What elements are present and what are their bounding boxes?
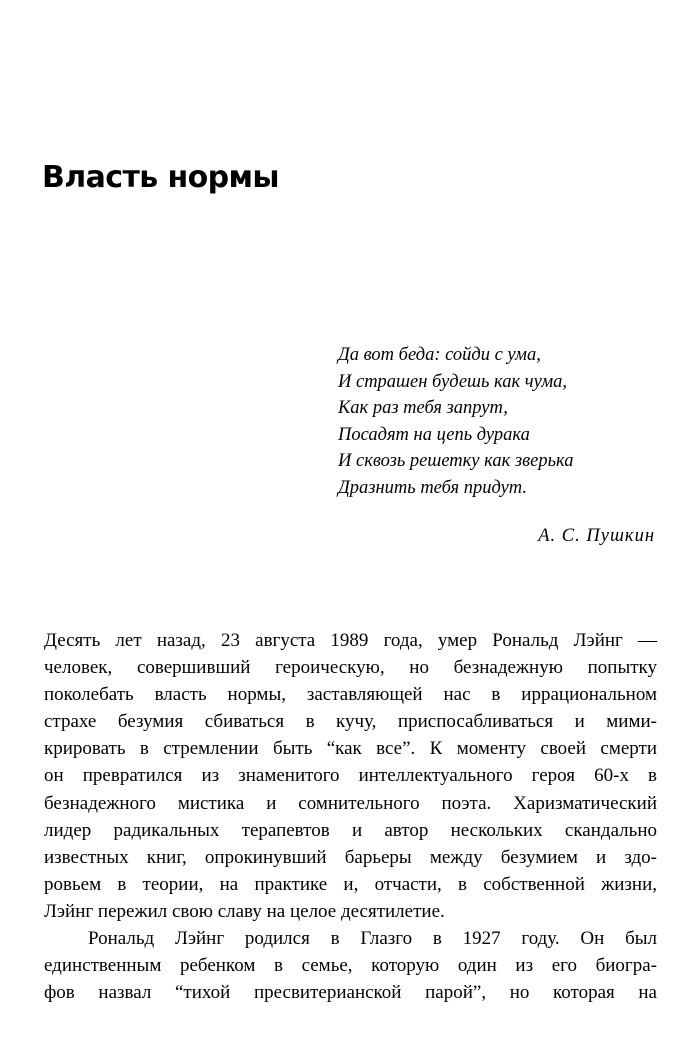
text-line: Рональд Лэйнг родился в Глазго в 1927 году. Он был [88, 928, 657, 950]
text-line: поколебать власть нормы, заставляющей нас в иррациональном [44, 684, 657, 706]
text-line: Лэйнг пережил свою славу на целое десятилетие. [44, 900, 445, 922]
text-line: единственным ребенком в семье, которую один из его биогра- [44, 955, 657, 977]
paragraph [44, 925, 657, 1006]
text-line: человек, совершивший героическую, но безнадежную попытку [44, 657, 657, 679]
body-text [44, 627, 657, 1006]
text-line: лидер радикальных терапевтов и автор нескольких скандально [44, 819, 657, 841]
epigraph-author: А. С. Пушкин [538, 526, 655, 546]
text-line: крировать в стремлении быть “как все”. К моменту своей смерти [44, 738, 657, 760]
epigraph-line: Посадят на цепь дурака [338, 424, 530, 445]
text-line: Десять лет назад, 23 августа 1989 года, умер Рональд Лэйнг — [44, 630, 657, 651]
epigraph [338, 342, 573, 502]
epigraph-line: И сквозь решетку как зверька [338, 451, 574, 472]
text-line: ровьем в теории, на практике и, отчасти, в собственной жизни, [44, 873, 657, 895]
epigraph-line: И страшен будешь как чума, [338, 371, 568, 392]
chapter-title: Власть нормы [42, 160, 279, 195]
paragraph [44, 627, 657, 925]
text-line: известных книг, опрокинувший барьеры между безумием и здо- [44, 846, 657, 868]
epigraph-line: Дразнить тебя придут. [338, 477, 528, 498]
epigraph-line: Да вот беда: сойди с ума, [338, 345, 541, 365]
text-line: безнадежного мистика и сомнительного поэта. Харизматический [44, 792, 657, 814]
text-line: фов назвал “тихой пресвитерианской парой”, но которая на [44, 982, 657, 1004]
text-line: он превратился из знаменитого интеллектуального героя 60-х в [44, 765, 657, 787]
text-line: страхе безумия сбиваться в кучу, приспосабливаться и мими- [44, 711, 657, 733]
epigraph-line: Как раз тебя запрут, [338, 398, 508, 419]
